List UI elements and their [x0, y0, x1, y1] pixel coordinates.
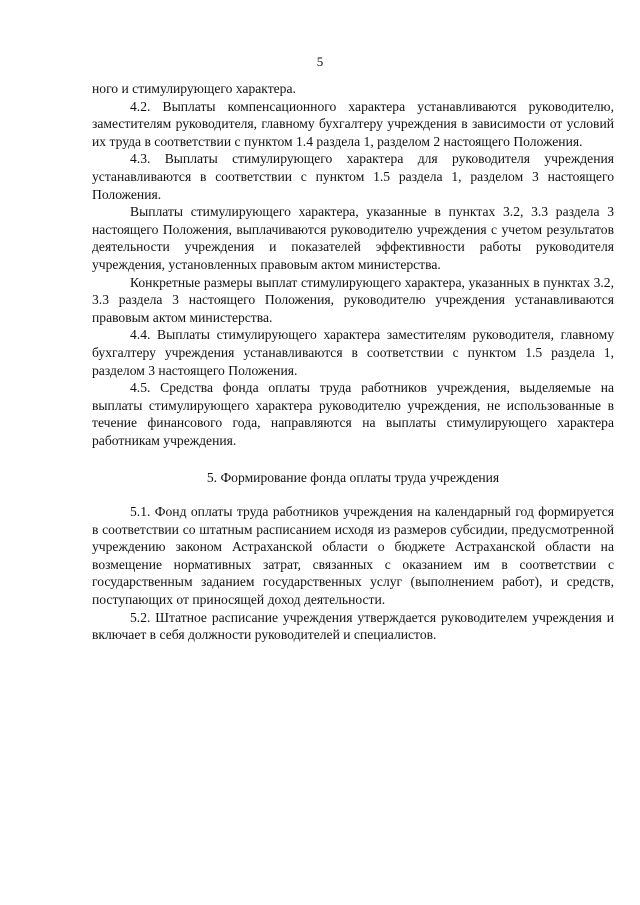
paragraph-stimulating-payments: Выплаты стимулирующего характера, указанные в пунктах 3.2, 3.3 раздела 3 настоящего Положения, выплачиваются руководителю учреждения с учетом результатов деятельности учреждения и показателей эффективности работы руководителя учреждения, установленных правовым актом министерства.: [92, 204, 614, 272]
paragraph-specific-amounts: Конкретные размеры выплат стимулирующего характера, указанных в пунктах 3.2, 3.3 раздела 3 настоящего Положения, руководителю учреждения устанавливаются правовым актом министерства.: [92, 274, 614, 325]
paragraph-4-3: 4.3. Выплаты стимулирующего характера для руководителя учреждения устанавливаются в соответствии с пунктом 1.5 раздела 1, разделом 3 настоящего Положения.: [92, 151, 614, 202]
page-number: 5: [316, 54, 324, 69]
document-body: [92, 80, 614, 644]
paragraph-5-2: 5.2. Штатное расписание учреждения утверждается руководителем учреждения и включает в себя должности руководителей и специалистов.: [92, 609, 614, 643]
paragraph-4-5: 4.5. Средства фонда оплаты труда работников учреждения, выделяемые на выплаты стимулирующего характера руководителю учреждения, не использованные в течение финансового года, направляются на выплаты стимулирующего характера работникам учреждения.: [92, 380, 614, 448]
section-heading: 5. Формирование фонда оплаты труда учреждения: [206, 470, 500, 486]
paragraph-4-4: 4.4. Выплаты стимулирующего характера заместителям руководителя, главному бухгалтеру учреждения устанавливаются в соответствии с пунктом 1.5 раздела 1, разделом 3 настоящего Положения.: [92, 327, 614, 378]
paragraph-4-2: 4.2. Выплаты компенсационного характера устанавливаются руководителю, заместителям руководителя, главному бухгалтеру учреждения в зависимости от условий их труда в соответствии с пунктом 1.4 раздела 1, разделом 2 настоящего Положения.: [92, 98, 614, 149]
paragraph-continuation: ного и стимулирующего характера.: [92, 81, 296, 96]
paragraph-5-1: 5.1. Фонд оплаты труда работников учреждения на календарный год формируется в соответствии со штатным расписанием исходя из размеров субсидии, предусмотренной учреждению законом Астраханской области о бюджете Астраханской области на возмещение нормативных затрат, связанных с оказанием им в соответствии с государственным заданием государственных услуг (выполнением работ), и средств, поступающих от приносящей доход деятельности.: [92, 504, 614, 608]
